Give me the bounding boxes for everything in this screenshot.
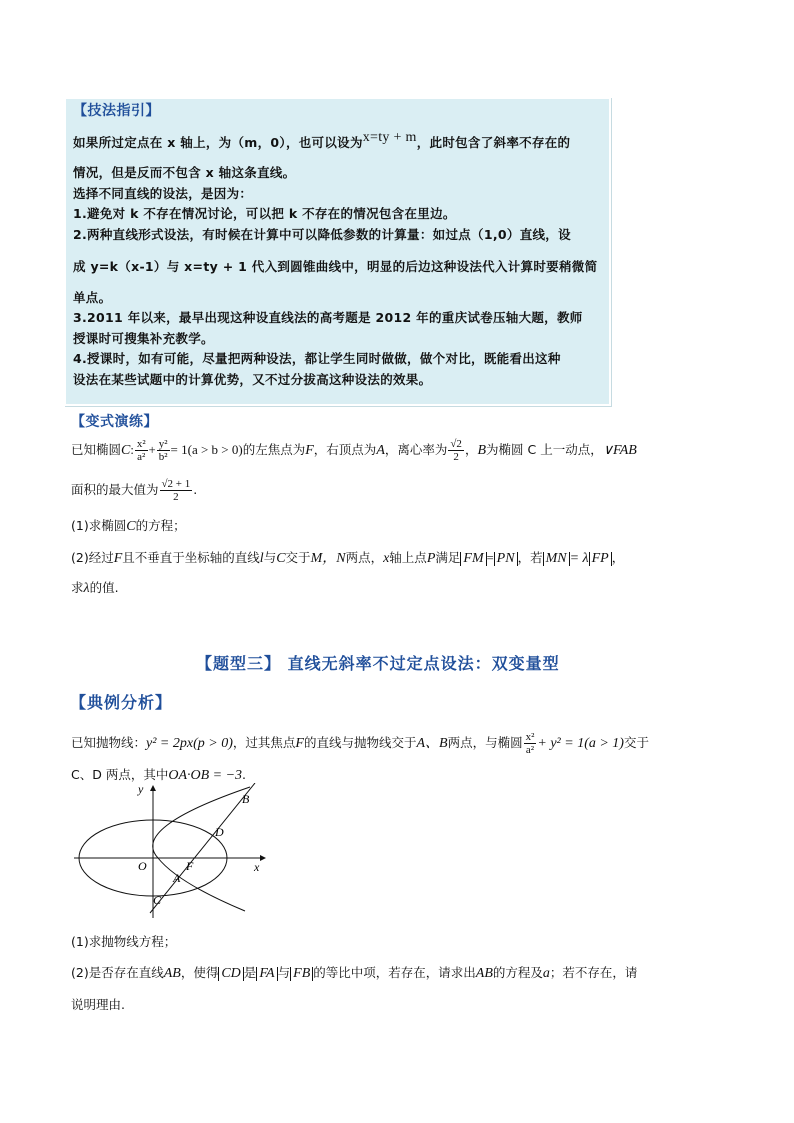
math-var: C	[276, 551, 286, 566]
y-axis-arrow	[150, 785, 156, 791]
text: ，右顶点为	[313, 442, 377, 457]
text: ；若不存在，请	[549, 965, 638, 980]
math-var: M，N	[310, 551, 346, 566]
text: ，过其焦点	[232, 735, 296, 750]
math-var: ∨FAB	[602, 443, 637, 458]
text: 为椭圆 C 上一动点，	[486, 442, 603, 457]
fraction-sqrt2-2	[448, 438, 464, 463]
abs-pn: PN	[494, 552, 518, 566]
label-c: C	[153, 893, 162, 907]
label-y: y	[138, 783, 144, 796]
fraction-sqrt2p1-2	[160, 478, 193, 503]
math-var: AB	[475, 966, 493, 981]
variant-question-2	[71, 547, 624, 567]
example-paragraph-line-1	[71, 731, 649, 756]
text: 的直线与抛物线交于	[303, 735, 417, 750]
math-var: l	[259, 551, 264, 566]
text: C、D 两点，其中	[71, 767, 169, 782]
denominator: a²	[137, 451, 146, 463]
type-title: 【题型三】 直线无斜率不过定点设法：双变量型	[196, 654, 560, 673]
text: 的等比中项，若存在，请求出	[313, 965, 476, 980]
math-var: C	[121, 443, 131, 458]
variant-question-2-cont	[71, 578, 119, 597]
chord-line	[150, 783, 255, 913]
label-b: B	[242, 792, 250, 806]
math-var: F	[305, 443, 314, 458]
text: 交于	[285, 550, 311, 565]
text: 轴上点	[389, 550, 427, 565]
abs-fp: FP	[589, 552, 612, 566]
math-sym: = λ	[569, 551, 589, 566]
example-question-1: (1)求抛物线方程；	[71, 934, 177, 949]
variant-paragraph-line-2	[71, 478, 197, 503]
text: 的左焦点为	[242, 442, 306, 457]
text: 与	[277, 965, 291, 980]
text: ，	[611, 550, 625, 565]
text: 两点，	[345, 550, 384, 565]
x-axis-arrow	[260, 855, 266, 861]
numerator: x²	[525, 731, 535, 743]
math-eq: OA·OB = −3	[168, 768, 243, 783]
numerator: √2 + 1	[161, 478, 191, 490]
fraction-y2-b2	[157, 438, 170, 463]
math-sym: +	[148, 443, 156, 457]
tips-line-11: 设法在某些试题中的计算优势，又不过分拔高这种设法的效果。	[73, 372, 432, 387]
tips-line-4: 1.避免对 k 不存在情况讨论，可以把 k 不存在的情况包含在里边。	[73, 206, 456, 221]
text: (1)求椭圆	[71, 518, 127, 533]
text: ，若	[517, 550, 543, 565]
math-var: F	[295, 736, 304, 751]
numerator: x²	[136, 438, 146, 450]
math-var: x	[383, 551, 390, 566]
tips-line-6: 成 y=k（x-1）与 x=ty + 1 代入到圆锥曲线中，明显的后边这种设法代入计算时要稍微简	[73, 259, 598, 274]
abs-fm: FM	[460, 552, 486, 566]
text: 的方程及	[492, 965, 543, 980]
tips-math: x=ty + m	[362, 130, 417, 145]
text: ，	[464, 442, 478, 457]
math-var: B	[477, 443, 487, 458]
example-paragraph-line-2	[71, 765, 246, 784]
text: ，使得	[180, 965, 219, 980]
text: 的值.	[89, 580, 119, 595]
math-var: λ	[83, 581, 90, 596]
text: 与	[263, 550, 277, 565]
text: .	[242, 767, 247, 782]
numerator: y²	[158, 438, 168, 450]
text: 的方程；	[135, 518, 186, 533]
math-var: a	[542, 966, 550, 981]
numerator: √2	[450, 438, 462, 450]
fraction-x2-a2	[135, 438, 148, 463]
math-var: A	[376, 443, 385, 458]
tips-line-2: 情况，但是反而不包含 x 轴这条直线。	[73, 165, 296, 180]
text: 是	[243, 965, 257, 980]
denominator: 2	[453, 451, 459, 463]
abs-cd: CD	[218, 967, 243, 981]
text: .	[193, 482, 198, 497]
math-var: C	[126, 519, 136, 534]
denominator: a²	[525, 744, 535, 756]
text: 且不垂直于坐标轴的直线	[122, 550, 260, 565]
label-o: O	[138, 859, 147, 873]
denominator: b²	[158, 451, 168, 463]
math-sym: :	[130, 443, 134, 457]
tips-text: 如果所过定点在 x 轴上，为（m，0），也可以设为	[73, 135, 363, 150]
text: 满足	[435, 550, 461, 565]
math-var: A、B	[416, 736, 448, 751]
text: 求	[71, 580, 84, 595]
tips-line-7: 单点。	[73, 290, 112, 305]
variant-title: 【变式演练】	[71, 414, 158, 430]
text: (2)是否存在直线	[71, 965, 164, 980]
text: 面积的最大值为	[71, 482, 159, 497]
text: ，离心率为	[384, 442, 448, 457]
text: 已知椭圆	[71, 442, 122, 457]
abs-fb: FB	[290, 967, 313, 981]
example-question-2-cont: 说明理由.	[71, 997, 125, 1012]
abs-mn: MN	[543, 552, 570, 566]
math-var: AB	[163, 966, 181, 981]
label-a: A	[173, 871, 181, 885]
label-f: F	[186, 859, 194, 873]
tips-line-9: 授课时可搜集补充教学。	[73, 331, 214, 346]
tips-line-3: 选择不同直线的设法，是因为：	[73, 186, 253, 201]
denominator: 2	[173, 491, 179, 503]
label-x: x	[254, 860, 260, 874]
ellipse-parabola-figure	[70, 783, 270, 923]
text: (2)经过	[71, 550, 114, 565]
fraction-x2-a2	[524, 731, 537, 756]
text: 交于	[623, 735, 649, 750]
math-cond: = 1(a > b > 0)	[170, 442, 243, 457]
variant-question-1	[71, 516, 186, 535]
tips-line-5: 2.两种直线形式设法，有时候在计算中可以降低参数的计算量：如过点（1,0）直线，设	[73, 227, 571, 242]
example-question-2	[71, 963, 637, 982]
tips-line-1	[73, 130, 571, 152]
text: 已知抛物线：	[71, 735, 147, 750]
math-sym: =	[486, 551, 494, 565]
text: 两点，与椭圆	[447, 735, 523, 750]
tips-line-10: 4.授课时，如有可能，尽量把两种设法，都让学生同时做做，做个对比，既能看出这种	[73, 351, 561, 366]
math-var: P	[426, 551, 436, 566]
math-var: F	[113, 551, 123, 566]
math-eq: y² = 2px(p > 0)	[146, 736, 233, 751]
example-title: 【典例分析】	[70, 693, 173, 712]
tips-line-8: 3.2011 年以来，最早出现这种设直线法的高考题是 2012 年的重庆试卷压轴大题，教师	[73, 310, 583, 325]
abs-fa: FA	[256, 967, 277, 981]
tips-text: ，此时包含了斜率不存在的	[416, 135, 571, 150]
label-d: D	[215, 825, 224, 839]
tips-title: 【技法指引】	[73, 103, 160, 119]
math-eq: + y² = 1(a > 1)	[537, 736, 624, 751]
variant-paragraph-line-1	[71, 438, 637, 463]
